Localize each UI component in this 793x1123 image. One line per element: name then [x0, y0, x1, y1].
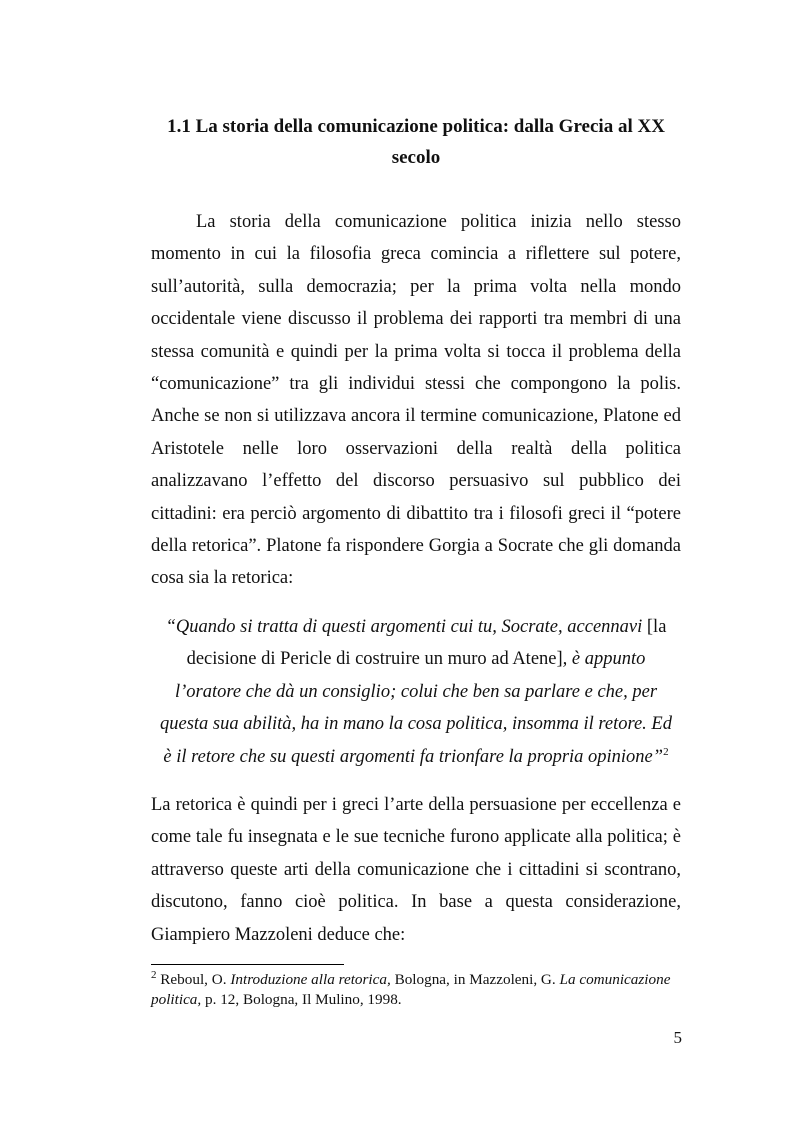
body-paragraph-2: La retorica è quindi per i greci l’arte della persuasione per eccellenza e come tale fu insegnata e le sue tecniche furono applicate alla politica; è attraverso queste arti della comunicazione che i cittadini si scontrano, discutono, fanno cioè politica. In base a questa considerazione, Giampiero Mazzoleni deduce che: [151, 795, 681, 945]
footnote: $^2$ Reboul, O. Introduzione alla retorica, Bologna, in Mazzoleni, G. La comunicazione politica, p. 12, Bologna, Il Mulino, 1998. [151, 968, 671, 1008]
section-heading-line-1: 1.1 La storia della comunicazione politica: dalla Grecia al XX [167, 116, 665, 137]
footnote-reference[interactable]: 2 [663, 745, 669, 758]
section-heading-line-2: secolo [391, 147, 441, 168]
page-number: 5 [673, 1028, 682, 1047]
quote-line-4: questa sua abilità, ha in mano la cosa politica, insomma il retore. Ed [160, 714, 672, 735]
quote-line-2: decisione di Pericle di costruire un muro ad Atene], è appunto [186, 649, 646, 670]
block-quote [150, 611, 682, 773]
quote-line-5: è il retore che su questi argomenti fa trionfare la propria opinione”$^2$ [163, 745, 669, 767]
footnote-divider [151, 964, 344, 965]
quote-line-3: l’oratore che dà un consiglio; colui che ben sa parlare e che, per [174, 681, 658, 702]
footnote-number: 2 [151, 968, 157, 981]
body-paragraph-1: La storia della comunicazione politica inizia nello stesso momento in cui la filosofia greca comincia a riflettere sul potere, sull’autorità, sulla democrazia; per la prima volta nella mondo occidentale viene discusso il problema dei rapporti tra membri di una stessa comunità e quindi per la prima volta si tocca il problema della “comunicazione” tra gli individui stessi che compongono la polis. Anche se non si utilizzava ancora il termine comunicazione, Platone ed Aristotele nelle loro osservazioni della realtà della politica analizzavano l’effetto del discorso persuasivo sul pubblico dei cittadini: era perciò argomento di dibattito tra i filosofi greci il “potere della retorica”. Platone fa rispondere Gorgia a Socrate che gli domanda cosa sia la retorica: [151, 212, 681, 589]
quote-line-1: “Quando si tratta di questi argomenti cui tu, Socrate, accennavi [la [165, 617, 667, 637]
